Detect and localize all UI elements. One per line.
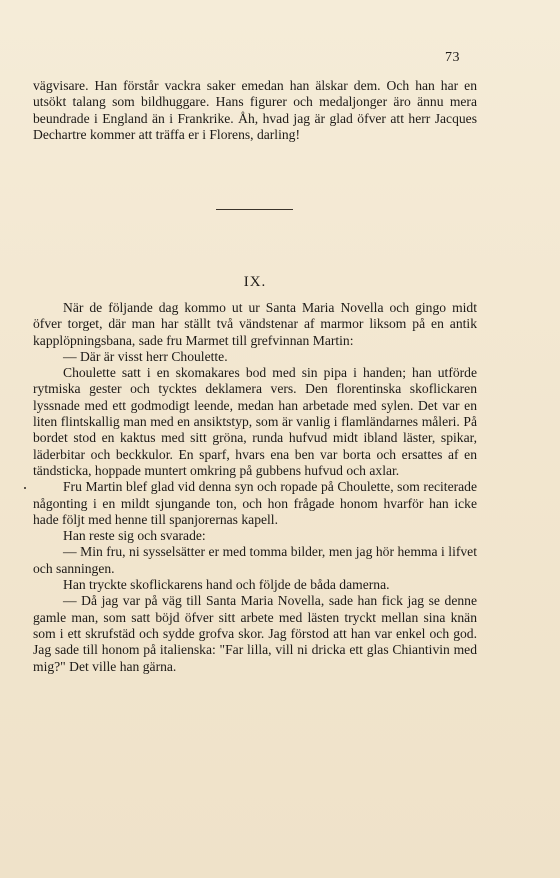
print-speck xyxy=(24,487,26,489)
page-number: 73 xyxy=(445,50,460,65)
paragraph: Han tryckte skoflickarens hand och följde de båda damerna. xyxy=(63,577,390,593)
chapter-heading: IX. xyxy=(243,274,267,290)
section-divider xyxy=(216,209,293,210)
dialogue-line: — Där är visst herr Choulette. xyxy=(63,348,228,364)
paragraph-text: vägvisare. Han förstår vackra saker emedan han älskar dem. Och han har en utsökt talang som bildhuggare. Hans figurer och medaljonger äro ännu mera beundrade i England än i Frankrike. Åh, hvad jag är glad öfver att herr Jacques Dechartre kommer att träffa er i Florens, darling! xyxy=(33,78,477,142)
paragraph: När de följande dag kommo ut ur Santa Maria Novella och gingo midt öfver torget, där man har ställt två vändstenar af marmor liksom på en antik kapplöpningsbana, sade fru Marmet till grefvinnan Martin: xyxy=(33,300,477,348)
paragraph: Choulette satt i en skomakares bod med sin pipa i handen; han utförde rytmiska gester och tycktes deklamera vers. Den florentinska skoflickaren lyssnade med ett godmodigt leende, medan han arbetade med sylen. Det var en liten flintskallig man med en ansiktstyp, som är vanlig i flamländarnes måleri. På bordet stod en kaktus med sitt gröna, runda hufvud midt ibland läster, spikar, läderbitar och beckkulor. En sparf, hvars ena ben var borta och ersattes af en tändsticka, hoppade muntert omkring på gubbens hufvud och axlar. xyxy=(33,365,477,478)
paragraph: Han reste sig och svarade: xyxy=(63,528,206,544)
chapter-body xyxy=(33,300,477,675)
paragraph: Fru Martin blef glad vid denna syn och ropade på Choulette, som reciterade någonting i en mildt sjungande ton, och hon frågade honom hvarför han icke hade följt med henne till spanjorernas kapell. xyxy=(33,479,477,527)
continued-paragraph xyxy=(33,78,477,143)
dialogue-line: — Då jag var på väg till Santa Maria Novella, sade han fick jag se denne gamle man, som satt böjd öfver sitt arbete med lästen tryckt mellan sina knän som i ett skrufstäd och sydde grofva skor. Jag förstod att han var enkel och god. Jag sade till honom på italienska: "Far lilla, vill ni dricka ett glas Chiantivin med mig?" Det ville han gärna. xyxy=(33,593,477,674)
dialogue-line: — Min fru, ni sysselsätter er med tomma bilder, men jag hör hemma i lifvet och sanningen. xyxy=(33,544,477,576)
